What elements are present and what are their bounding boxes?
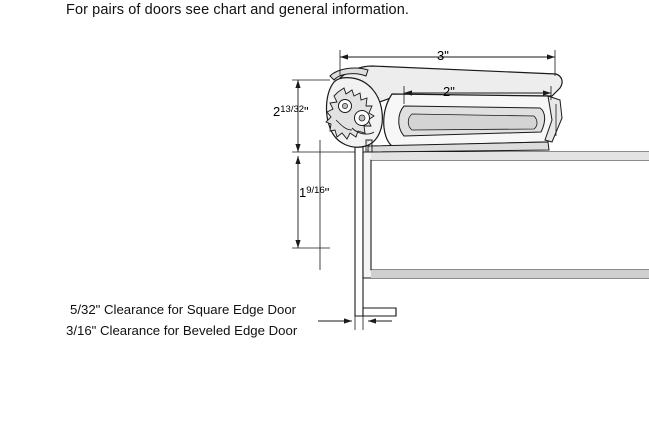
dimension-whole-overall-height: 2: [273, 104, 281, 119]
dimension-num-offset-height: 9: [306, 185, 312, 197]
header-note: For pairs of doors see chart and general information.: [66, 2, 410, 18]
dimension-value-inner-width: 2": [443, 84, 455, 99]
dimension-label-overall-height: $2^{13/32}$": [273, 104, 309, 119]
dimension-label-inner-width: [443, 84, 455, 99]
dimension-label-offset-height: $1^{9/16}$": [299, 185, 330, 200]
clearance-note-square-edge: 5/32" Clearance for Square Edge Door: [70, 302, 297, 317]
dimension-unit-overall-height: ": [304, 104, 309, 119]
dimension-whole-offset-height: 1: [299, 185, 307, 200]
clearance-note-beveled-edge: 3/16" Clearance for Beveled Edge Door: [66, 323, 298, 338]
dimension-den-overall-height: 32: [293, 104, 305, 116]
dimension-label-overall-width: [437, 48, 449, 63]
dimension-num-overall-height: 13: [280, 104, 291, 116]
dimension-value-overall-width: 3": [437, 48, 449, 63]
dimension-den-offset-height: 16: [314, 185, 325, 197]
door-leaf-attachment: [366, 140, 372, 152]
dimension-unit-offset-height: ": [324, 185, 330, 200]
